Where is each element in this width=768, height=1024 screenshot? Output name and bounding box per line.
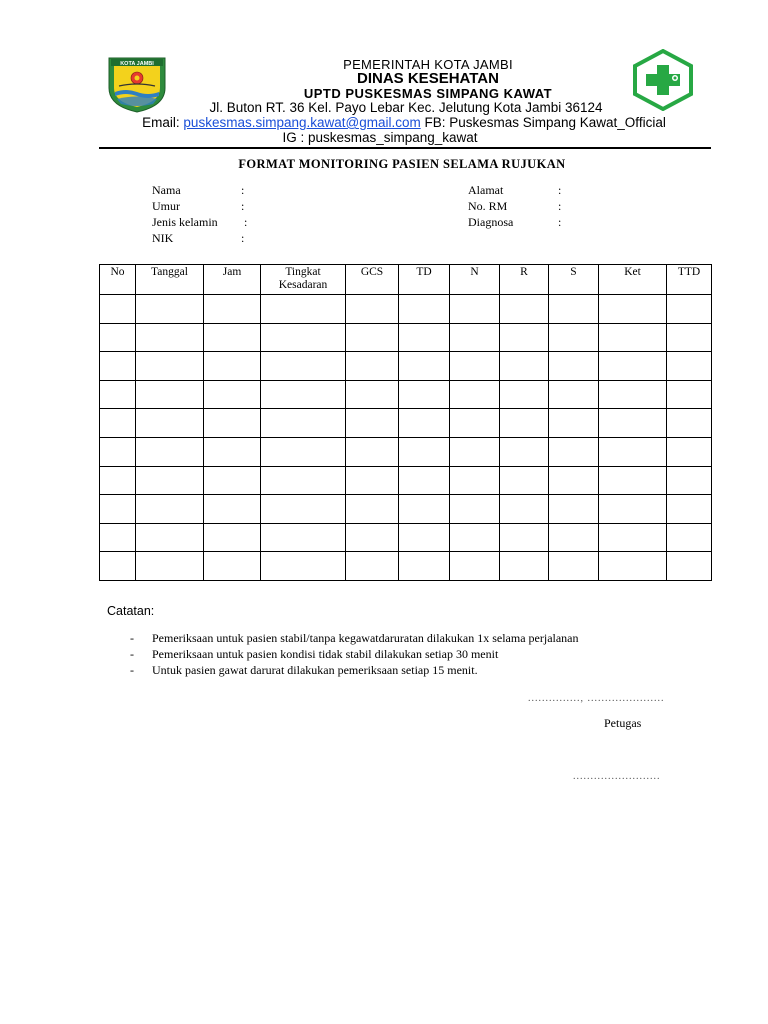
info-colon: : <box>241 199 245 213</box>
table-cell[interactable] <box>549 495 599 524</box>
note-dash: - <box>130 647 134 661</box>
table-cell[interactable] <box>136 552 204 581</box>
header-divider <box>99 147 711 149</box>
table-cell[interactable] <box>549 466 599 495</box>
table-row <box>100 466 712 495</box>
col-header-n: N <box>450 265 500 295</box>
table-cell[interactable] <box>599 380 667 409</box>
address: Jl. Buton RT. 36 Kel. Payo Lebar Kec. Jelutung Kota Jambi 36124 <box>209 100 603 115</box>
dept-name: DINAS KESEHATAN <box>357 70 499 87</box>
table-cell[interactable] <box>599 323 667 352</box>
table-cell[interactable] <box>136 380 204 409</box>
table-cell[interactable] <box>136 523 204 552</box>
col-header-r: R <box>500 265 549 295</box>
col-header-ket: Ket <box>599 265 667 295</box>
table-cell[interactable] <box>450 409 500 438</box>
table-row <box>100 437 712 466</box>
table-cell[interactable] <box>399 495 450 524</box>
table-cell[interactable] <box>136 409 204 438</box>
table-cell[interactable] <box>399 323 450 352</box>
table-cell[interactable] <box>100 380 136 409</box>
email-link[interactable]: puskesmas.simpang.kawat@gmail.com <box>183 115 421 130</box>
table-cell[interactable] <box>549 295 599 324</box>
table-cell[interactable] <box>399 552 450 581</box>
table-cell[interactable] <box>500 495 549 524</box>
table-cell[interactable] <box>667 552 712 581</box>
table-row <box>100 552 712 581</box>
table-cell[interactable] <box>500 466 549 495</box>
table-cell[interactable] <box>599 409 667 438</box>
table-cell[interactable] <box>599 552 667 581</box>
table-cell[interactable] <box>100 295 136 324</box>
table-cell[interactable] <box>450 466 500 495</box>
note-text: Untuk pasien gawat darurat dilakukan pemeriksaan setiap 15 menit. <box>152 663 478 677</box>
col-header-tingkat-kesadaran: Tingkat Kesadaran <box>261 265 346 295</box>
note-dash: - <box>130 663 134 677</box>
col-header-gcs: GCS <box>346 265 399 295</box>
table-cell[interactable] <box>450 295 500 324</box>
table-cell[interactable] <box>346 552 399 581</box>
table-cell[interactable] <box>599 437 667 466</box>
contact-line <box>20 115 768 130</box>
email-label: Email: <box>142 115 184 130</box>
table-cell[interactable] <box>261 409 346 438</box>
table-cell[interactable] <box>599 523 667 552</box>
col-header-s: S <box>549 265 599 295</box>
table-cell[interactable] <box>261 352 346 381</box>
info-label: NIK <box>152 231 174 245</box>
table-cell[interactable] <box>450 352 500 381</box>
table-cell[interactable] <box>204 552 261 581</box>
table-cell[interactable] <box>500 437 549 466</box>
table-cell[interactable] <box>261 295 346 324</box>
info-label: Nama <box>152 183 181 197</box>
table-cell[interactable] <box>667 466 712 495</box>
col-header-no: No <box>100 265 136 295</box>
table-cell[interactable] <box>450 495 500 524</box>
table-cell[interactable] <box>346 495 399 524</box>
table-cell[interactable] <box>500 295 549 324</box>
table-cell[interactable] <box>261 380 346 409</box>
info-label: Umur <box>152 199 180 213</box>
info-colon: : <box>558 215 562 229</box>
table-cell[interactable] <box>599 466 667 495</box>
info-label: Diagnosa <box>468 215 514 229</box>
table-cell[interactable] <box>261 323 346 352</box>
table-cell[interactable] <box>346 380 399 409</box>
table-cell[interactable] <box>500 552 549 581</box>
table-cell[interactable] <box>450 552 500 581</box>
table-cell[interactable] <box>100 352 136 381</box>
table-cell[interactable] <box>136 323 204 352</box>
table-cell[interactable] <box>599 352 667 381</box>
table-cell[interactable] <box>549 380 599 409</box>
table-cell[interactable] <box>100 523 136 552</box>
table-cell[interactable] <box>500 523 549 552</box>
table-cell[interactable] <box>667 437 712 466</box>
table-cell[interactable] <box>261 437 346 466</box>
table-row <box>100 323 712 352</box>
facebook-text: FB: Puskesmas Simpang Kawat_Official <box>420 115 666 130</box>
table-cell[interactable] <box>204 495 261 524</box>
col-header-jam: Jam <box>204 265 261 295</box>
table-cell[interactable] <box>500 323 549 352</box>
table-cell[interactable] <box>399 523 450 552</box>
table-cell[interactable] <box>100 437 136 466</box>
table-cell[interactable] <box>346 523 399 552</box>
table-cell[interactable] <box>450 380 500 409</box>
note-dash: - <box>130 631 134 645</box>
table-row <box>100 352 712 381</box>
table-cell[interactable] <box>261 495 346 524</box>
table-row <box>100 523 712 552</box>
table-cell[interactable] <box>450 523 500 552</box>
table-cell[interactable] <box>136 466 204 495</box>
table-cell[interactable] <box>346 437 399 466</box>
info-colon: : <box>241 231 245 245</box>
table-cell[interactable] <box>549 437 599 466</box>
info-colon: : <box>241 183 245 197</box>
form-title: FORMAT MONITORING PASIEN SELAMA RUJUKAN <box>238 157 566 171</box>
info-label: Alamat <box>468 183 504 197</box>
table-cell[interactable] <box>667 380 712 409</box>
table-cell[interactable] <box>399 352 450 381</box>
table-row <box>100 495 712 524</box>
table-cell[interactable] <box>204 409 261 438</box>
table-cell[interactable] <box>667 523 712 552</box>
table-cell[interactable] <box>450 437 500 466</box>
info-label: No. RM <box>468 199 508 213</box>
monitoring-table <box>99 264 712 581</box>
signature-name-line: ......................... <box>573 771 661 782</box>
table-cell[interactable] <box>399 380 450 409</box>
table-cell[interactable] <box>549 409 599 438</box>
note-text: Pemeriksaan untuk pasien kondisi tidak stabil dilakukan setiap 30 menit <box>152 647 499 661</box>
table-cell[interactable] <box>667 409 712 438</box>
table-row <box>100 295 712 324</box>
table-cell[interactable] <box>261 466 346 495</box>
table-cell[interactable] <box>500 409 549 438</box>
table-cell[interactable] <box>204 323 261 352</box>
table-cell[interactable] <box>399 295 450 324</box>
uptd-name: UPTD PUSKESMAS SIMPANG KAWAT <box>303 86 553 101</box>
table-cell[interactable] <box>204 380 261 409</box>
signature-role: Petugas <box>604 716 642 730</box>
table-cell[interactable] <box>100 552 136 581</box>
table-cell[interactable] <box>399 437 450 466</box>
table-cell[interactable] <box>399 409 450 438</box>
table-cell[interactable] <box>136 352 204 381</box>
table-cell[interactable] <box>136 437 204 466</box>
info-colon: : <box>558 183 562 197</box>
table-cell[interactable] <box>667 295 712 324</box>
table-cell[interactable] <box>667 323 712 352</box>
note-text: Pemeriksaan untuk pasien stabil/tanpa kegawatdaruratan dilakukan 1x selama perjalanan <box>152 631 579 645</box>
info-colon: : <box>558 199 562 213</box>
table-cell[interactable] <box>549 523 599 552</box>
table-cell[interactable] <box>100 495 136 524</box>
table-cell[interactable] <box>261 523 346 552</box>
table-cell[interactable] <box>599 295 667 324</box>
table-cell[interactable] <box>399 466 450 495</box>
table-cell[interactable] <box>450 323 500 352</box>
table-cell[interactable] <box>346 409 399 438</box>
table-cell[interactable] <box>100 409 136 438</box>
instagram-text: IG : puskesmas_simpang_kawat <box>282 130 478 145</box>
col-header-ttd: TTD <box>667 265 712 295</box>
table-cell[interactable] <box>667 495 712 524</box>
table-cell[interactable] <box>346 323 399 352</box>
table-cell[interactable] <box>500 352 549 381</box>
table-cell[interactable] <box>667 352 712 381</box>
table-cell[interactable] <box>136 295 204 324</box>
table-cell[interactable] <box>549 352 599 381</box>
table-cell[interactable] <box>204 295 261 324</box>
table-header-row <box>100 265 712 295</box>
col-header-tanggal: Tanggal <box>136 265 204 295</box>
notes-label: Catatan: <box>107 604 155 618</box>
table-cell[interactable] <box>136 495 204 524</box>
place-date-line: ..............., ...................... <box>528 693 665 704</box>
table-cell[interactable] <box>100 323 136 352</box>
table-cell[interactable] <box>100 466 136 495</box>
logo-text: KOTA JAMBI <box>120 61 154 67</box>
table-cell[interactable] <box>204 352 261 381</box>
table-cell[interactable] <box>599 495 667 524</box>
table-cell[interactable] <box>204 523 261 552</box>
table-cell[interactable] <box>549 323 599 352</box>
info-label: Jenis kelamin <box>152 215 218 229</box>
col-header-td: TD <box>399 265 450 295</box>
gov-name: PEMERINTAH KOTA JAMBI <box>343 57 513 72</box>
table-cell[interactable] <box>204 466 261 495</box>
table-row <box>100 409 712 438</box>
table-cell[interactable] <box>204 437 261 466</box>
table-cell[interactable] <box>346 295 399 324</box>
table-cell[interactable] <box>346 466 399 495</box>
table-cell[interactable] <box>549 552 599 581</box>
table-cell[interactable] <box>500 380 549 409</box>
table-cell[interactable] <box>261 552 346 581</box>
info-colon: : <box>244 215 248 229</box>
table-row <box>100 380 712 409</box>
table-cell[interactable] <box>346 352 399 381</box>
